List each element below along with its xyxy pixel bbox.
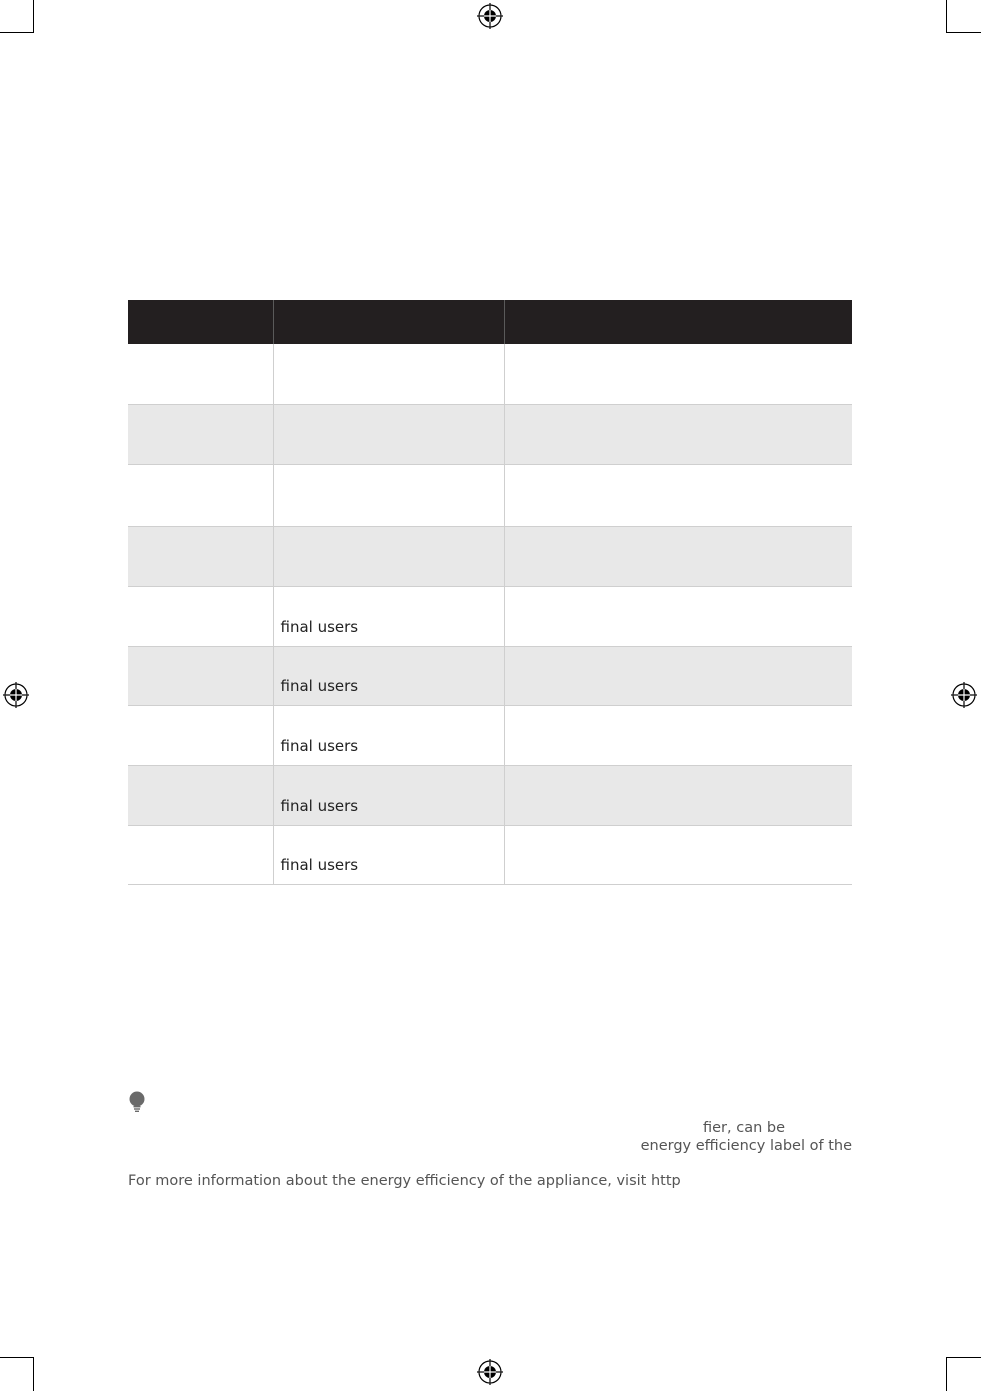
table-row — [128, 705, 852, 765]
table-cell — [128, 646, 273, 705]
table-header-cell — [128, 300, 273, 344]
crop-mark-bottom-left-v — [33, 1357, 34, 1391]
table-row — [128, 344, 852, 404]
table-cell — [128, 404, 273, 464]
table-row — [128, 464, 852, 526]
crop-mark-top-right-h — [947, 32, 981, 33]
crop-mark-bottom-right-v — [946, 1357, 947, 1391]
table-cell — [504, 526, 852, 586]
registration-mark-right-icon — [951, 682, 977, 708]
table-cell — [128, 825, 273, 884]
table-cell — [128, 526, 273, 586]
crop-mark-top-left-v — [33, 0, 34, 33]
table-row — [128, 526, 852, 586]
registration-mark-left-icon — [3, 682, 29, 708]
table-cell — [504, 404, 852, 464]
table-header-row — [128, 300, 852, 344]
table-cell — [128, 705, 273, 765]
table-cell — [504, 705, 852, 765]
table-cell — [128, 344, 273, 404]
table-cell — [504, 344, 852, 404]
table-cell — [504, 464, 852, 526]
table-cell: final users — [273, 825, 504, 884]
table-cell: final users — [273, 586, 504, 646]
table-cell — [128, 586, 273, 646]
table-cell — [128, 464, 273, 526]
table-cell: final users — [273, 765, 504, 825]
registration-mark-top-icon — [477, 3, 503, 29]
table-row — [128, 646, 852, 705]
table-cell — [504, 586, 852, 646]
table-row — [128, 765, 852, 825]
crop-mark-bottom-left-h — [0, 1357, 34, 1358]
table-row — [128, 404, 852, 464]
lightbulb-icon — [128, 1091, 146, 1113]
table-row — [128, 825, 852, 884]
crop-mark-top-right-v — [946, 0, 947, 33]
note-text-line: energy efficiency label of the — [640, 1138, 852, 1154]
table-row — [128, 586, 852, 646]
table-cell — [273, 526, 504, 586]
note-text-line: fier, can be — [703, 1120, 786, 1136]
energy-info-text: For more information about the energy efficiency of the appliance, visit http — [128, 1173, 681, 1189]
table-cell — [504, 825, 852, 884]
table-header-cell — [273, 300, 504, 344]
table-cell — [504, 646, 852, 705]
table-cell: final users — [273, 646, 504, 705]
table-cell — [504, 765, 852, 825]
table-header-cell — [504, 300, 852, 344]
spec-table — [128, 300, 852, 885]
registration-mark-bottom-icon — [477, 1359, 503, 1385]
table-cell — [273, 344, 504, 404]
table-cell — [128, 765, 273, 825]
crop-mark-top-left-h — [0, 32, 34, 33]
table-cell — [273, 464, 504, 526]
table-cell: final users — [273, 705, 504, 765]
crop-mark-bottom-right-h — [947, 1357, 981, 1358]
table-cell — [273, 404, 504, 464]
